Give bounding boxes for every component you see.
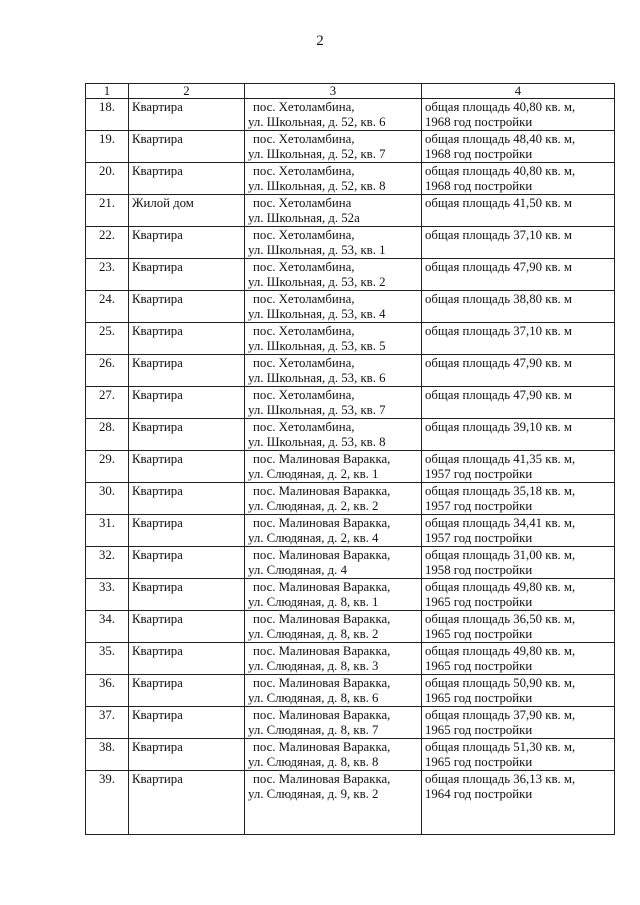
address-line: ул. Школьная, д. 52, кв. 6 [248, 115, 386, 129]
address-line: ул. Слюдяная, д. 8, кв. 6 [248, 691, 379, 705]
address-line: ул. Слюдяная, д. 2, кв. 4 [248, 531, 379, 545]
property-type: Квартира [129, 227, 245, 259]
address-line: пос. Малиновая Варакка, [253, 612, 391, 626]
property-description [422, 643, 615, 675]
property-type: Квартира [129, 259, 245, 291]
address-line: ул. Слюдяная, д. 2, кв. 2 [248, 499, 379, 513]
table-row [86, 451, 615, 483]
table-row [86, 771, 615, 835]
property-type: Квартира [129, 739, 245, 771]
address-line: пос. Малиновая Варакка, [253, 580, 391, 594]
property-type: Квартира [129, 323, 245, 355]
address-line: ул. Школьная, д. 53, кв. 7 [248, 403, 386, 417]
address-line: пос. Хетоламбина, [253, 228, 355, 242]
property-type: Квартира [129, 131, 245, 163]
address-line: пос. Хетоламбина, [253, 132, 355, 146]
row-number: 39. [86, 771, 129, 835]
property-type: Квартира [129, 675, 245, 707]
description-line: общая площадь 37,10 кв. м [425, 324, 572, 338]
row-number: 22. [86, 227, 129, 259]
property-description [422, 387, 615, 419]
description-line: общая площадь 50,90 кв. м, [425, 676, 576, 690]
address-line: ул. Школьная, д. 52а [248, 211, 360, 225]
property-address [245, 579, 422, 611]
address-line: пос. Малиновая Варакка, [253, 452, 391, 466]
property-address [245, 643, 422, 675]
description-line: общая площадь 48,40 кв. м, [425, 132, 576, 146]
description-line: 1957 год постройки [425, 531, 533, 545]
row-number: 32. [86, 547, 129, 579]
property-address [245, 227, 422, 259]
table-row [86, 675, 615, 707]
table-row [86, 579, 615, 611]
description-line: общая площадь 34,41 кв. м, [425, 516, 576, 530]
property-type: Квартира [129, 547, 245, 579]
address-line: ул. Слюдяная, д. 8, кв. 1 [248, 595, 379, 609]
property-table [85, 83, 615, 835]
table-row [86, 419, 615, 451]
address-line: ул. Школьная, д. 53, кв. 4 [248, 307, 386, 321]
table-row [86, 163, 615, 195]
description-line: общая площадь 49,80 кв. м, [425, 580, 576, 594]
description-line: общая площадь 40,80 кв. м, [425, 164, 576, 178]
row-number: 34. [86, 611, 129, 643]
property-description [422, 323, 615, 355]
table-row [86, 611, 615, 643]
property-description [422, 195, 615, 227]
table-row [86, 355, 615, 387]
property-type: Квартира [129, 99, 245, 131]
property-address [245, 163, 422, 195]
description-line: общая площадь 47,90 кв. м [425, 356, 572, 370]
table-row [86, 131, 615, 163]
table-row [86, 227, 615, 259]
address-line: пос. Хетоламбина, [253, 260, 355, 274]
property-address [245, 547, 422, 579]
address-line: ул. Школьная, д. 53, кв. 2 [248, 275, 386, 289]
page-number: 2 [316, 33, 324, 49]
table-header [86, 84, 615, 99]
description-line: 1964 год постройки [425, 787, 533, 801]
description-line: 1957 год постройки [425, 499, 533, 513]
property-description [422, 419, 615, 451]
address-line: пос. Хетоламбина, [253, 100, 355, 114]
address-line: пос. Малиновая Варакка, [253, 740, 391, 754]
address-line: пос. Малиновая Варакка, [253, 516, 391, 530]
address-line: пос. Хетоламбина, [253, 292, 355, 306]
property-address [245, 419, 422, 451]
address-line: ул. Школьная, д. 53, кв. 5 [248, 339, 386, 353]
address-line: пос. Хетоламбина, [253, 420, 355, 434]
description-line: 1965 год постройки [425, 627, 533, 641]
table-row [86, 739, 615, 771]
table-row [86, 547, 615, 579]
address-line: ул. Школьная, д. 52, кв. 7 [248, 147, 386, 161]
row-number: 23. [86, 259, 129, 291]
row-number: 35. [86, 643, 129, 675]
property-description [422, 675, 615, 707]
address-line: ул. Слюдяная, д. 4 [248, 563, 347, 577]
description-line: 1965 год постройки [425, 723, 533, 737]
property-address [245, 99, 422, 131]
description-line: общая площадь 41,35 кв. м, [425, 452, 576, 466]
property-address [245, 483, 422, 515]
property-address [245, 387, 422, 419]
description-line: 1968 год постройки [425, 115, 533, 129]
property-description [422, 131, 615, 163]
address-line: пос. Хетоламбина [253, 196, 352, 210]
address-line: ул. Школьная, д. 53, кв. 6 [248, 371, 386, 385]
description-line: 1968 год постройки [425, 147, 533, 161]
row-number: 30. [86, 483, 129, 515]
property-description [422, 771, 615, 835]
row-number: 26. [86, 355, 129, 387]
row-number: 18. [86, 99, 129, 131]
property-address [245, 291, 422, 323]
property-type: Квартира [129, 355, 245, 387]
address-line: пос. Малиновая Варакка, [253, 676, 391, 690]
property-description [422, 547, 615, 579]
property-address [245, 611, 422, 643]
address-line: пос. Малиновая Варакка, [253, 772, 391, 786]
address-line: ул. Школьная, д. 52, кв. 8 [248, 179, 386, 193]
property-address [245, 195, 422, 227]
table-row [86, 323, 615, 355]
description-line: 1965 год постройки [425, 595, 533, 609]
address-line: пос. Хетоламбина, [253, 356, 355, 370]
property-address [245, 771, 422, 835]
property-type: Квартира [129, 419, 245, 451]
property-description [422, 739, 615, 771]
description-line: общая площадь 40,80 кв. м, [425, 100, 576, 114]
property-address [245, 707, 422, 739]
header-row [86, 84, 615, 99]
address-line: ул. Слюдяная, д. 8, кв. 2 [248, 627, 379, 641]
property-description [422, 259, 615, 291]
table-row [86, 99, 615, 131]
property-address [245, 739, 422, 771]
property-description [422, 451, 615, 483]
property-description [422, 515, 615, 547]
description-line: общая площадь 36,50 кв. м, [425, 612, 576, 626]
address-line: ул. Слюдяная, д. 8, кв. 8 [248, 755, 379, 769]
description-line: 1958 год постройки [425, 563, 533, 577]
row-number: 37. [86, 707, 129, 739]
row-number: 21. [86, 195, 129, 227]
address-line: пос. Малиновая Варакка, [253, 644, 391, 658]
description-line: 1968 год постройки [425, 179, 533, 193]
row-number: 20. [86, 163, 129, 195]
description-line: 1965 год постройки [425, 659, 533, 673]
table-row [86, 707, 615, 739]
description-line: общая площадь 49,80 кв. м, [425, 644, 576, 658]
address-line: пос. Малиновая Варакка, [253, 548, 391, 562]
address-line: пос. Хетоламбина, [253, 164, 355, 178]
row-number: 24. [86, 291, 129, 323]
address-line: пос. Хетоламбина, [253, 324, 355, 338]
row-number: 19. [86, 131, 129, 163]
property-address [245, 515, 422, 547]
property-type: Квартира [129, 643, 245, 675]
address-line: ул. Слюдяная, д. 9, кв. 2 [248, 787, 379, 801]
table-body [86, 99, 615, 835]
property-address [245, 323, 422, 355]
address-line: ул. Школьная, д. 53, кв. 1 [248, 243, 386, 257]
description-line: общая площадь 37,10 кв. м [425, 228, 572, 242]
row-number: 28. [86, 419, 129, 451]
description-line: общая площадь 41,50 кв. м [425, 196, 572, 210]
property-description [422, 579, 615, 611]
table-row [86, 483, 615, 515]
property-description [422, 355, 615, 387]
description-line: общая площадь 36,13 кв. м, [425, 772, 576, 786]
description-line: 1957 год постройки [425, 467, 533, 481]
property-type: Квартира [129, 707, 245, 739]
property-type: Квартира [129, 291, 245, 323]
property-type: Квартира [129, 451, 245, 483]
header-col-3: 3 [245, 84, 422, 99]
property-address [245, 675, 422, 707]
table-row [86, 259, 615, 291]
row-number: 38. [86, 739, 129, 771]
property-description [422, 291, 615, 323]
property-type: Квартира [129, 483, 245, 515]
address-line: пос. Малиновая Варакка, [253, 484, 391, 498]
property-description [422, 99, 615, 131]
row-number: 29. [86, 451, 129, 483]
address-line: ул. Слюдяная, д. 8, кв. 3 [248, 659, 379, 673]
header-col-4: 4 [422, 84, 615, 99]
table-row [86, 515, 615, 547]
address-line: ул. Школьная, д. 53, кв. 8 [248, 435, 386, 449]
property-type: Квартира [129, 771, 245, 835]
row-number: 27. [86, 387, 129, 419]
table-row [86, 291, 615, 323]
property-address [245, 451, 422, 483]
description-line: общая площадь 39,10 кв. м [425, 420, 572, 434]
description-line: общая площадь 47,90 кв. м [425, 388, 572, 402]
property-type: Квартира [129, 611, 245, 643]
address-line: пос. Малиновая Варакка, [253, 708, 391, 722]
row-number: 33. [86, 579, 129, 611]
description-line: общая площадь 38,80 кв. м [425, 292, 572, 306]
description-line: 1965 год постройки [425, 755, 533, 769]
property-description [422, 483, 615, 515]
property-address [245, 259, 422, 291]
row-number: 25. [86, 323, 129, 355]
property-address [245, 355, 422, 387]
description-line: общая площадь 51,30 кв. м, [425, 740, 576, 754]
property-address [245, 131, 422, 163]
table-row [86, 387, 615, 419]
address-line: пос. Хетоламбина, [253, 388, 355, 402]
description-line: общая площадь 37,90 кв. м, [425, 708, 576, 722]
description-line: общая площадь 35,18 кв. м, [425, 484, 576, 498]
table-row [86, 195, 615, 227]
property-type: Квартира [129, 579, 245, 611]
description-line: общая площадь 47,90 кв. м [425, 260, 572, 274]
description-line: 1965 год постройки [425, 691, 533, 705]
row-number: 36. [86, 675, 129, 707]
row-number: 31. [86, 515, 129, 547]
header-col-1: 1 [86, 84, 129, 99]
property-type: Квартира [129, 387, 245, 419]
header-col-2: 2 [129, 84, 245, 99]
property-description [422, 163, 615, 195]
table-row [86, 643, 615, 675]
property-type: Квартира [129, 515, 245, 547]
property-description [422, 707, 615, 739]
property-description [422, 227, 615, 259]
property-type: Жилой дом [129, 195, 245, 227]
address-line: ул. Слюдяная, д. 2, кв. 1 [248, 467, 379, 481]
property-type: Квартира [129, 163, 245, 195]
description-line: общая площадь 31,00 кв. м, [425, 548, 576, 562]
address-line: ул. Слюдяная, д. 8, кв. 7 [248, 723, 379, 737]
property-description [422, 611, 615, 643]
